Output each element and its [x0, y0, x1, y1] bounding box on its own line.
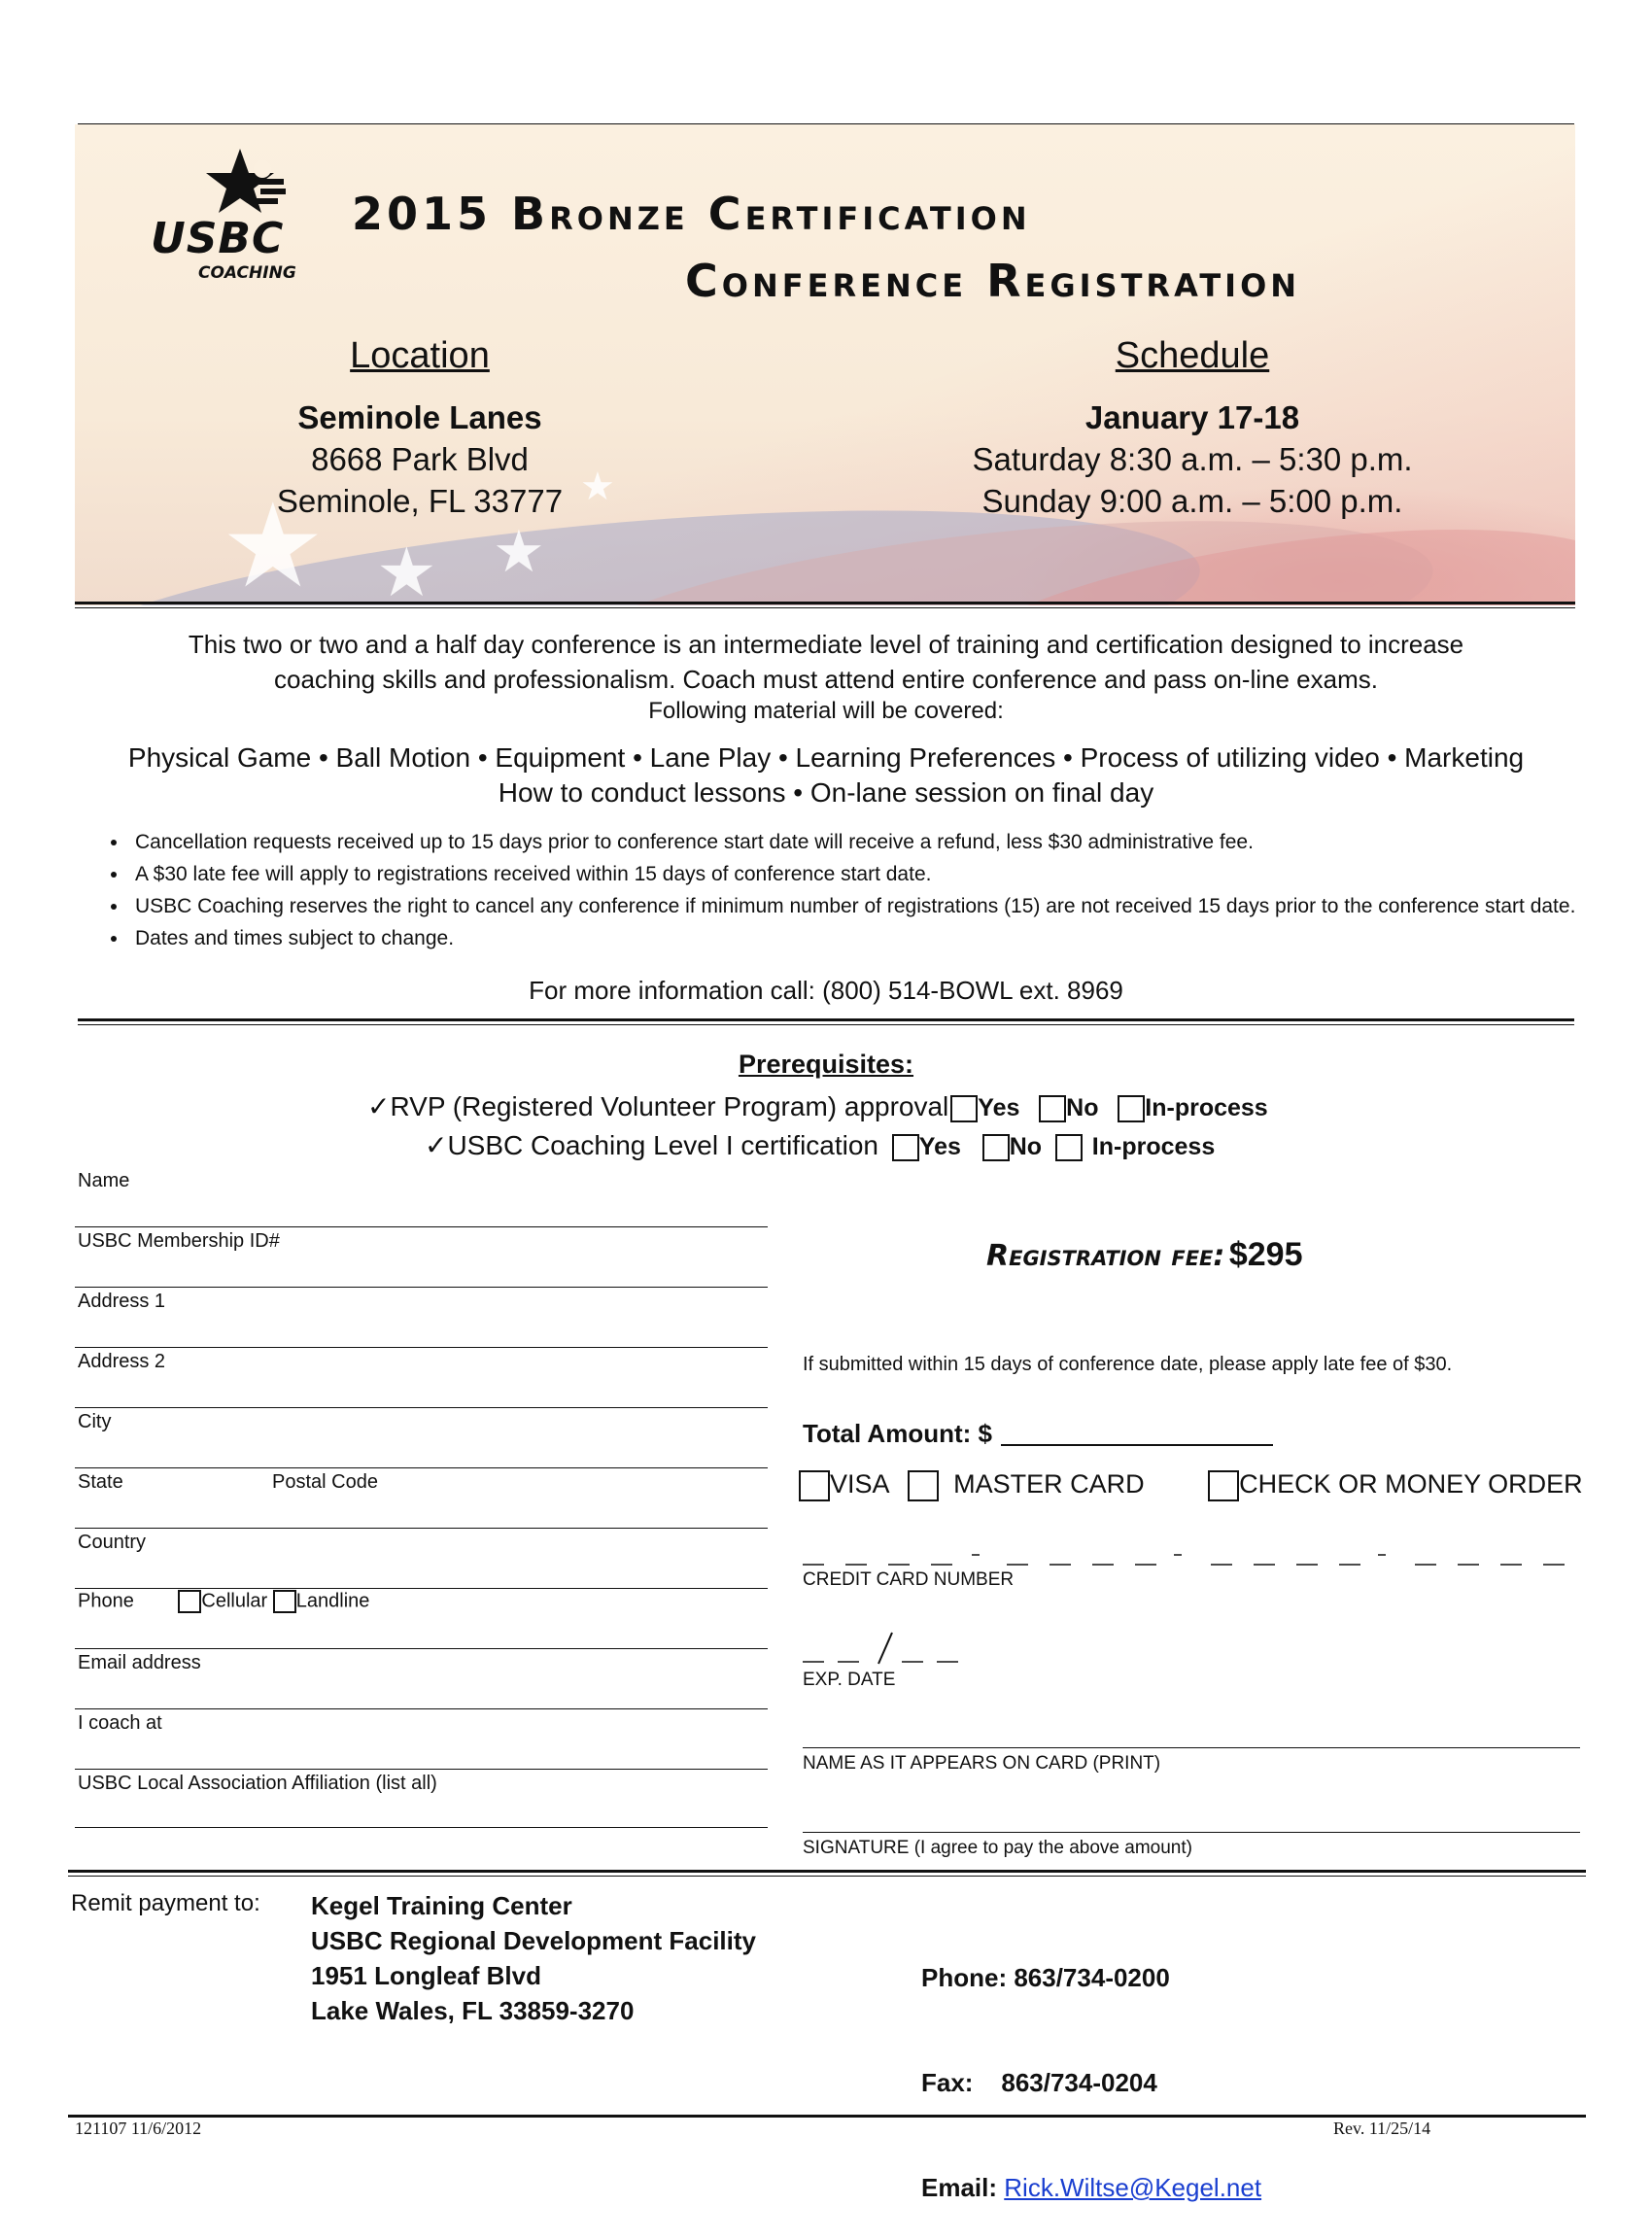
location-heading: Location	[350, 335, 490, 376]
phone-row	[78, 1590, 369, 1613]
membership-field[interactable]	[75, 1287, 768, 1288]
logo-text: USBC	[151, 214, 285, 263]
topics	[87, 741, 1565, 810]
check-label: CHECK OR MONEY ORDER	[1239, 1469, 1583, 1499]
prereq-level1-label: ✓USBC Coaching Level I certification	[425, 1130, 879, 1160]
level1-no-checkbox[interactable]	[982, 1134, 1010, 1161]
level1-no-label: No	[1009, 1133, 1043, 1160]
affiliation-label: USBC Local Association Affiliation (list all)	[78, 1773, 437, 1794]
prereq-rvp-label: ✓RVP (Registered Volunteer Program) approval	[367, 1091, 949, 1121]
rvp-no-checkbox[interactable]	[1039, 1095, 1066, 1122]
total-amount-row	[803, 1419, 992, 1449]
landline-checkbox[interactable]	[273, 1590, 296, 1613]
remit-email-link[interactable]: Rick.Wiltse@Kegel.net	[1004, 2173, 1262, 2202]
city-label: City	[78, 1411, 112, 1432]
address1-field[interactable]	[75, 1347, 768, 1348]
intro-line-1: This two or two and a half day conference is an intermediate level of training and certification designed to increase	[188, 630, 1464, 659]
remit-line-3: 1951 Longleaf Blvd	[311, 1961, 541, 1990]
policy-list	[92, 826, 1608, 954]
intro-text	[87, 627, 1565, 726]
venue-street: 8668 Park Blvd	[311, 441, 529, 477]
remit-address	[311, 1888, 756, 2028]
exp-date-field[interactable]	[803, 1627, 997, 1666]
signature-field[interactable]	[803, 1832, 1580, 1833]
remit-line-4: Lake Wales, FL 33859-3270	[311, 1996, 635, 2025]
total-amount-field[interactable]	[1001, 1444, 1273, 1446]
remit-email-row	[921, 2170, 1261, 2205]
affiliation-field[interactable]	[75, 1827, 768, 1828]
level1-yes-checkbox[interactable]	[892, 1134, 919, 1161]
cellular-checkbox[interactable]	[178, 1590, 201, 1613]
schedule-block	[940, 396, 1445, 522]
prereq-rvp-row	[367, 1090, 1268, 1122]
fee-amount: $295	[1228, 1236, 1303, 1273]
logo-subtext: COACHING	[198, 263, 296, 283]
cellular-label: Cellular	[201, 1590, 268, 1612]
state-postal-field[interactable]	[75, 1528, 768, 1529]
policy-item: • Cancellation requests received up to 15 days prior to conference start date will receive a refund, less $30 administrative fee.	[129, 826, 1608, 858]
exp-date-blanks	[803, 1627, 997, 1666]
address2-field[interactable]	[75, 1407, 768, 1408]
title-line-1: 2015 Bronze Certification	[352, 188, 1031, 240]
registration-fee	[986, 1236, 1303, 1274]
fee-label: Registration fee:	[986, 1239, 1225, 1273]
check-checkbox[interactable]	[1208, 1470, 1239, 1501]
schedule-dates: January 17-18	[1084, 399, 1300, 435]
topics-line-2: How to conduct lessons • On-lane session on final day	[498, 777, 1154, 808]
venue-city: Seminole, FL 33777	[276, 483, 564, 519]
rvp-inprocess-label: In-process	[1145, 1094, 1268, 1121]
card-number-label: CREDIT CARD NUMBER	[803, 1569, 1015, 1590]
venue-name: Seminole Lanes	[297, 399, 542, 435]
banner-bottom-rule	[75, 602, 1575, 608]
footer-right: Rev. 11/25/14	[1333, 2119, 1431, 2138]
card-number-blanks	[803, 1547, 1584, 1567]
postal-label: Postal Code	[272, 1471, 378, 1493]
name-on-card-label: NAME AS IT APPEARS ON CARD (PRINT)	[803, 1753, 1161, 1774]
remit-contact	[921, 1890, 1261, 2240]
email-label: Email address	[78, 1652, 201, 1673]
remit-line-2: USBC Regional Development Facility	[311, 1926, 756, 1955]
remit-fax: Fax: 863/734-0204	[921, 2068, 1157, 2097]
coach-at-label: I coach at	[78, 1712, 162, 1734]
footer-rule	[68, 2115, 1586, 2118]
topics-line-1: Physical Game • Ball Motion • Equipment • Lane Play • Learning Preferences • Process of utilizing video • Marketing	[127, 742, 1525, 773]
schedule-heading: Schedule	[1115, 335, 1270, 376]
visa-checkbox[interactable]	[799, 1470, 830, 1501]
late-fee-note: If submitted within 15 days of conference date, please apply late fee of $30.	[803, 1354, 1453, 1375]
level1-yes-label: Yes	[918, 1133, 961, 1160]
title-line-2: Conference Registration	[685, 255, 1301, 307]
schedule-saturday: Saturday 8:30 a.m. – 5:30 p.m.	[972, 441, 1413, 477]
policy-item: • A $30 late fee will apply to registrations received within 15 days of conference start date.	[129, 858, 1608, 890]
middle-rule	[78, 1018, 1574, 1025]
email-field[interactable]	[75, 1708, 768, 1709]
card-number-field[interactable]	[803, 1547, 1584, 1567]
membership-label: USBC Membership ID#	[78, 1230, 280, 1252]
signature-label: SIGNATURE (I agree to pay the above amount)	[803, 1838, 1192, 1858]
schedule-sunday: Sunday 9:00 a.m. – 5:00 p.m.	[981, 483, 1403, 519]
address1-label: Address 1	[78, 1291, 166, 1312]
remit-phone: Phone: 863/734-0200	[921, 1963, 1170, 1992]
rvp-no-label: No	[1066, 1094, 1099, 1121]
city-field[interactable]	[75, 1467, 768, 1468]
visa-label: VISA	[830, 1469, 889, 1499]
rvp-inprocess-checkbox[interactable]	[1118, 1095, 1145, 1122]
policy-item: • Dates and times subject to change.	[129, 922, 1608, 954]
remit-label: Remit payment to:	[71, 1890, 260, 1916]
phone-field[interactable]	[75, 1648, 768, 1649]
landline-label: Landline	[295, 1590, 370, 1612]
policy-item: • USBC Coaching reserves the right to cancel any conference if minimum number of registrations (15) are not received 15 days prior to the conference start date.	[129, 890, 1608, 922]
mastercard-label: MASTER CARD	[953, 1469, 1145, 1499]
footer-left: 121107 11/6/2012	[75, 2119, 202, 2138]
coach-at-field[interactable]	[75, 1769, 768, 1770]
name-on-card-field[interactable]	[803, 1747, 1580, 1748]
rvp-yes-checkbox[interactable]	[950, 1095, 978, 1122]
prereq-heading: Prerequisites:	[738, 1050, 914, 1079]
mastercard-checkbox[interactable]	[908, 1470, 939, 1501]
location-block	[225, 396, 614, 522]
bottom-rule	[68, 1870, 1586, 1877]
remit-email-label: Email:	[921, 2173, 998, 2202]
name-label: Name	[78, 1170, 130, 1191]
remit-line-1: Kegel Training Center	[311, 1891, 572, 1920]
info-line: For more information call: (800) 514-BOWL ext. 8969	[529, 976, 1123, 1005]
level1-inprocess-label: In-process	[1091, 1133, 1216, 1160]
phone-label: Phone	[78, 1590, 134, 1612]
intro-line-3: Following material will be covered:	[648, 698, 1004, 724]
address2-label: Address 2	[78, 1351, 166, 1372]
name-field[interactable]	[75, 1226, 768, 1227]
rvp-yes-label: Yes	[978, 1094, 1020, 1121]
country-label: Country	[78, 1532, 147, 1553]
country-field[interactable]	[75, 1588, 768, 1589]
payment-method-row	[799, 1469, 1583, 1501]
total-label: Total Amount: $	[803, 1419, 992, 1448]
header-banner: ★ ★ ★ ★ USBC COACHING 2015 Bronze Certification Conference Registration Location Seminole Lanes 8668 Park Blvd Seminole, FL 33777 Schedule January 17-18 Saturday 8:30 a.m. – 5:30 p.m. Sunday 9:00 a.m. – 5:00 p.m.	[75, 124, 1575, 605]
exp-date-label: EXP. DATE	[803, 1670, 896, 1690]
usbc-logo	[148, 144, 332, 283]
prereq-level1-row	[425, 1129, 1215, 1161]
state-label: State	[78, 1471, 123, 1493]
level1-inprocess-checkbox[interactable]	[1055, 1134, 1083, 1161]
intro-line-2: coaching skills and professionalism. Coach must attend entire conference and pass on-line exams.	[274, 665, 1378, 694]
